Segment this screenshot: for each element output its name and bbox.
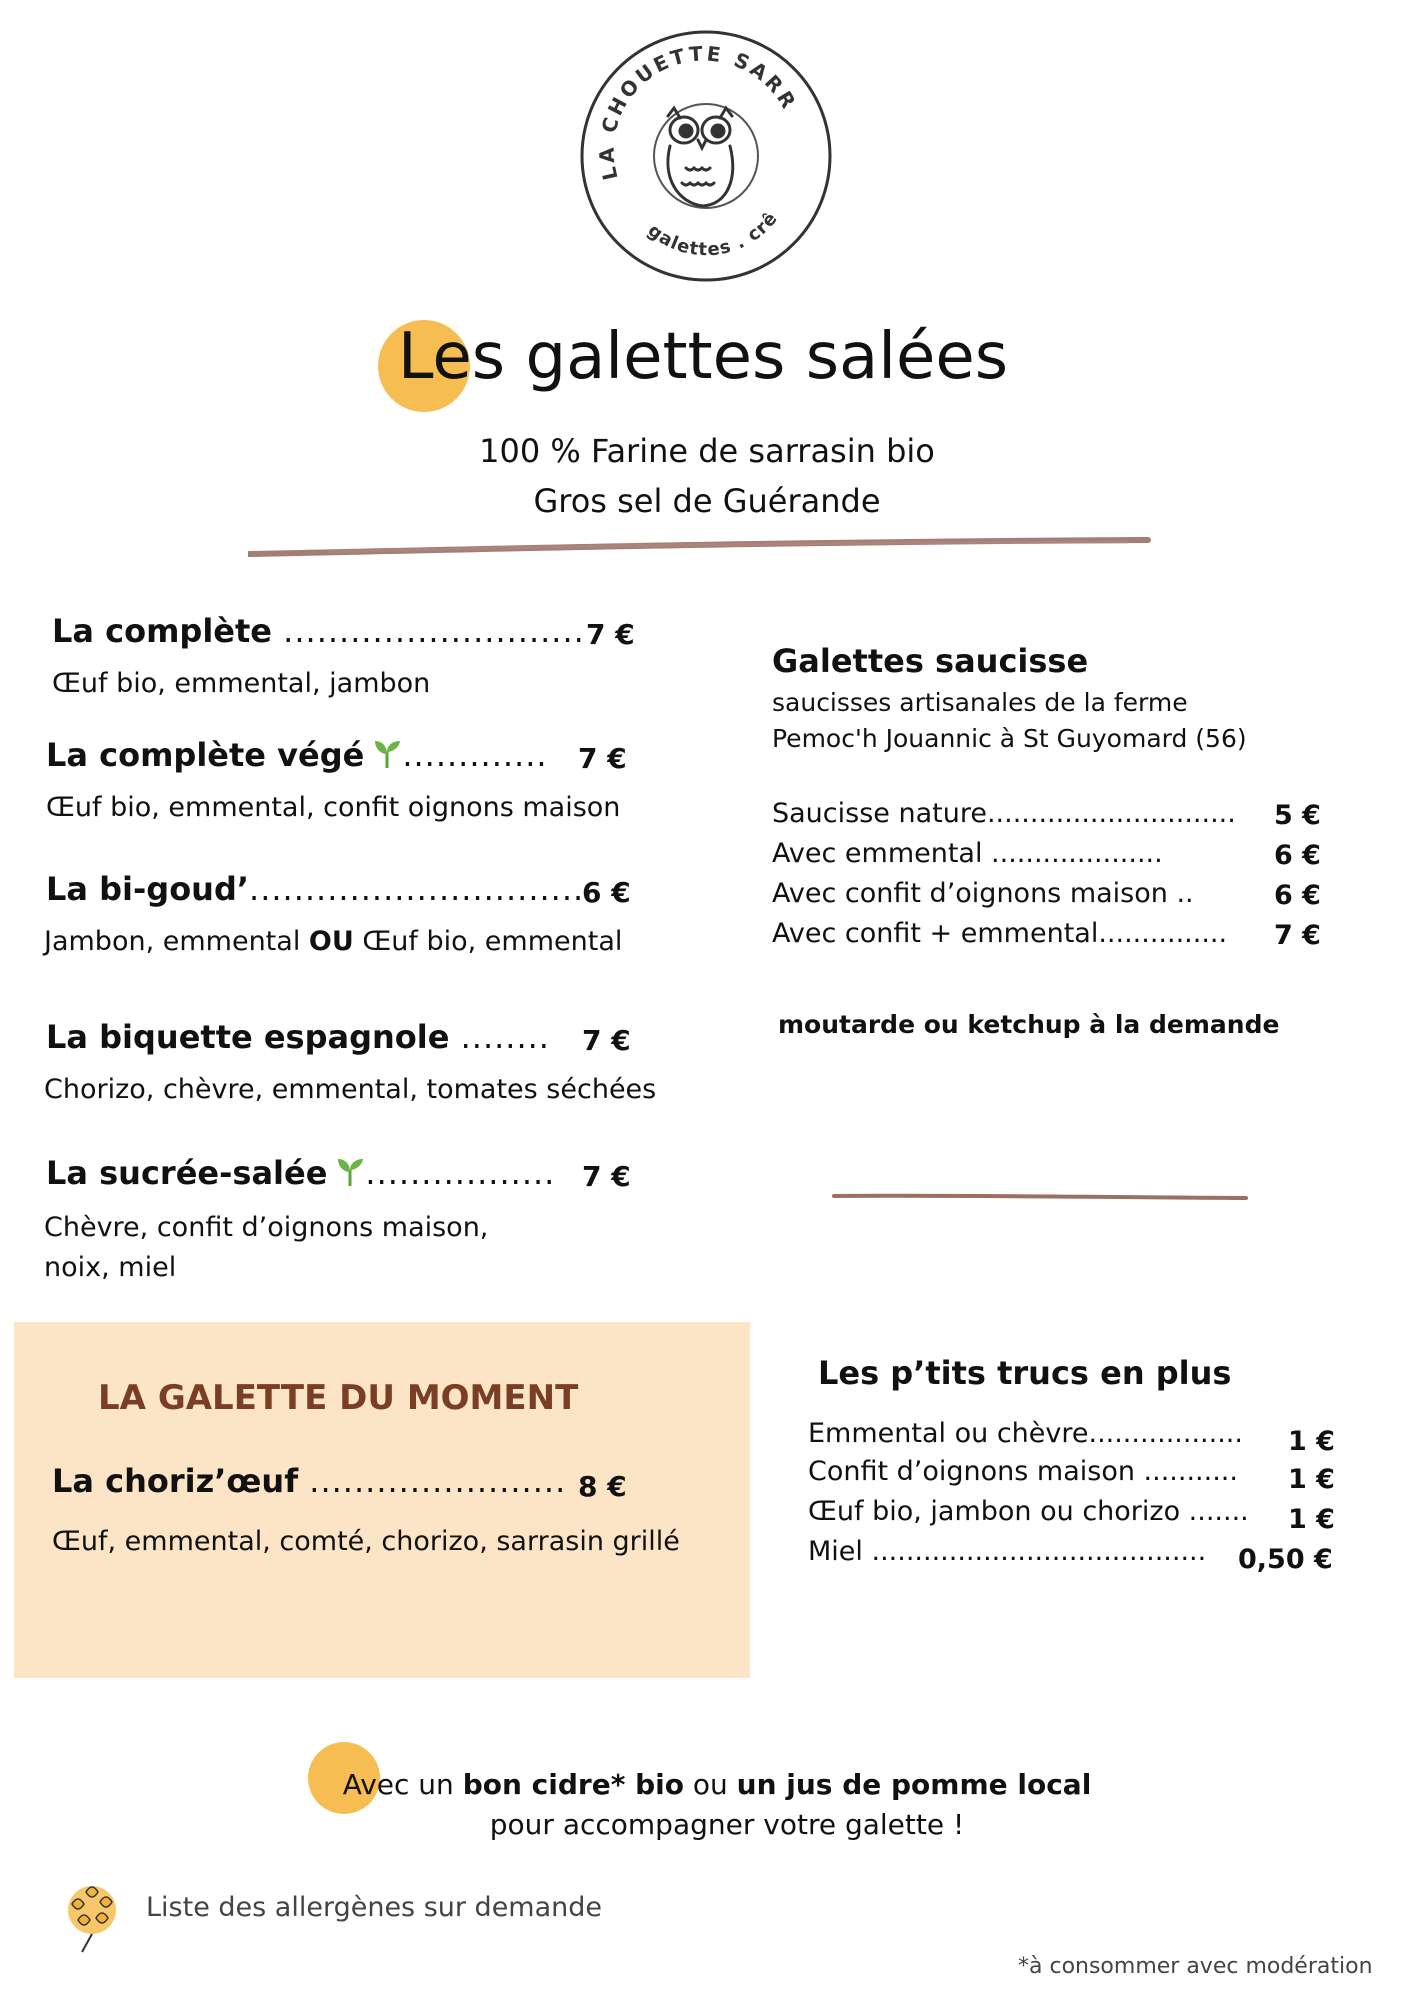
extra-item: Confit d’oignons maison ........... — [808, 1456, 1238, 1487]
condiments-note: moutarde ou ketchup à la demande — [778, 1010, 1280, 1039]
item-description: Œuf, emmental, comté, chorizo, sarrasin grillé — [52, 1526, 680, 1557]
saucisse-option: Saucisse nature............................. — [772, 798, 1236, 829]
alcohol-disclaimer: *à consommer avec modération — [1018, 1954, 1373, 1979]
item-price: 8 € — [578, 1470, 627, 1503]
saucisse-source: Pemoc'h Jouannic à St Guyomard (56) — [772, 724, 1247, 753]
drink-suggestion-line2: pour accompagner votre galette ! — [489, 1808, 965, 1841]
owl-icon — [654, 104, 758, 208]
item-name: La complète ........................... — [52, 612, 585, 650]
drink-suggestion: Avec un bon cidre* bio ou un jus de pomme local — [342, 1768, 1092, 1801]
item-description: Chorizo, chèvre, emmental, tomates séchées — [44, 1074, 657, 1105]
menu-item-sucree-salee: La sucrée-salée ................. — [46, 1154, 556, 1192]
logo-brand-text: LA CHOUETTE SARR — [594, 41, 802, 183]
item-price: 6 € — [582, 876, 631, 909]
saucisse-price: 5 € — [1274, 800, 1321, 831]
menu-item-complete — [52, 612, 585, 650]
subtitle-flour: 100 % Farine de sarrasin bio — [479, 432, 935, 470]
extra-price: 1 € — [1288, 1464, 1335, 1495]
sprout-icon — [372, 738, 402, 770]
extra-item: Emmental ou chèvre.................. — [808, 1418, 1243, 1449]
extra-price: 1 € — [1288, 1426, 1335, 1457]
page-title: Les galettes salées — [397, 320, 1009, 394]
galette-du-moment-heading: LA GALETTE DU MOMENT — [98, 1378, 579, 1418]
item-description: Chèvre, confit d’oignons maison, — [44, 1212, 489, 1243]
saucisse-source: saucisses artisanales de la ferme — [772, 688, 1188, 717]
saucisse-price: 6 € — [1274, 880, 1321, 911]
item-price: 7 € — [582, 1160, 631, 1193]
saucisse-option: Avec confit d’oignons maison .. — [772, 878, 1194, 909]
item-description: Jambon, emmental OU Œuf bio, emmental — [44, 926, 623, 957]
restaurant-logo — [578, 28, 834, 284]
item-description: noix, miel — [44, 1252, 177, 1283]
brush-divider — [830, 1188, 1250, 1204]
extra-item: Œuf bio, jambon ou chorizo ....... — [808, 1496, 1249, 1527]
item-description: Œuf bio, emmental, jambon — [52, 668, 431, 699]
menu-item-chorizoeuf: La choriz’œuf ....................... — [52, 1462, 567, 1500]
saucisse-price: 7 € — [1274, 920, 1321, 951]
menu-item-bigoud: La bi-goud’.............................. — [46, 870, 585, 908]
item-price: 7 € — [586, 618, 635, 651]
saucisse-price: 6 € — [1274, 840, 1321, 871]
wheat-flower-icon — [52, 1874, 132, 1954]
extra-item: Miel ....................................... — [808, 1536, 1207, 1567]
brush-divider — [248, 532, 1168, 562]
galette-du-moment-box — [14, 1322, 750, 1678]
item-description: Œuf bio, emmental, confit oignons maison — [46, 792, 621, 823]
subtitle-salt: Gros sel de Guérande — [533, 482, 881, 520]
extra-price: 1 € — [1288, 1504, 1335, 1535]
menu-item-complete-vege: La complète végé ............. — [46, 736, 548, 774]
svg-text:LA CHOUETTE SARRASINE — [578, 28, 802, 182]
allergens-note: Liste des allergènes sur demande — [146, 1892, 603, 1923]
logo-tagline: galettes . crê — [643, 207, 783, 261]
saucisse-option: Avec confit + emmental............... — [772, 918, 1228, 949]
saucisse-heading: Galettes saucisse — [772, 642, 1089, 680]
saucisse-option: Avec emmental .................... — [772, 838, 1163, 869]
extras-heading: Les p’tits trucs en plus — [818, 1354, 1232, 1392]
menu-item-biquette: La biquette espagnole ........ — [46, 1018, 550, 1056]
extra-price: 0,50 € — [1238, 1544, 1333, 1575]
item-price: 7 € — [578, 742, 627, 775]
sprout-icon — [335, 1156, 365, 1188]
item-price: 7 € — [582, 1024, 631, 1057]
